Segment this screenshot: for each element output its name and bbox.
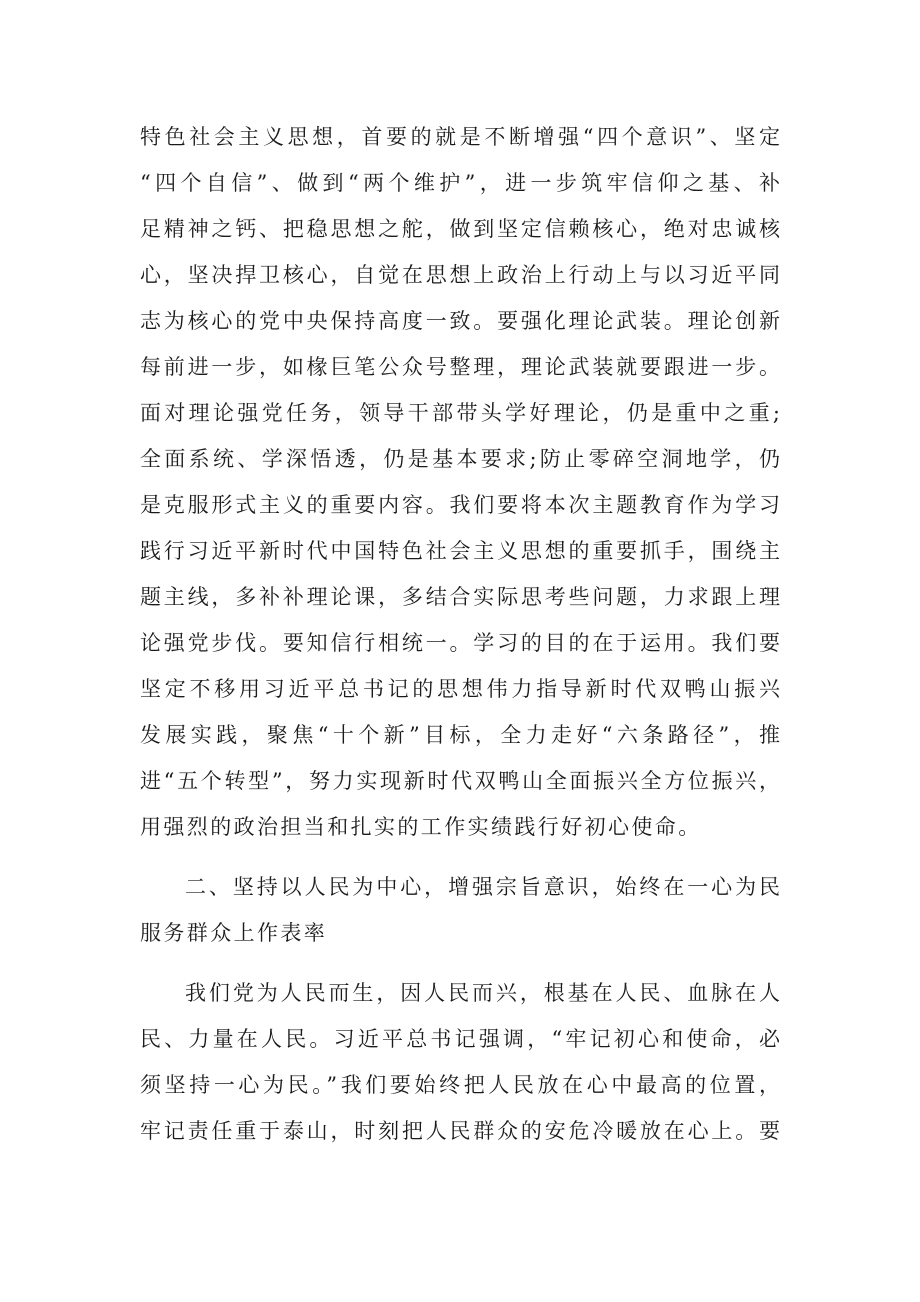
- paragraph-1-line: 践行习近平新时代中国特色社会主义思想的重要抓手，围绕主: [140, 539, 780, 563]
- paragraph-1-line: 题主线，多补补理论课，多结合实际思考些问题，力求跟上理: [140, 585, 780, 609]
- paragraph-1-line: 用强烈的政治担当和扎实的工作实绩践行好初心使命。: [140, 815, 702, 839]
- paragraph-1-line: 坚定不移用习近平总书记的思想伟力指导新时代双鸭山振兴: [140, 677, 780, 701]
- paragraph-1-line: 足精神之钙、把稳思想之舵，做到坚定信赖核心，绝对忠诚核: [140, 217, 780, 241]
- paragraph-2-line: 须坚持一心为民。”我们要始终把人民放在心中最高的位置，: [140, 1073, 780, 1097]
- paragraph-2-line: 民、力量在人民。习近平总书记强调，“牢记初心和使命，必: [140, 1027, 780, 1051]
- paragraph-2-line: 我们党为人民而生，因人民而兴，根基在人民、血脉在人: [185, 981, 780, 1005]
- paragraph-1-line: 特色社会主义思想，首要的就是不断增强“四个意识”、坚定: [140, 125, 780, 149]
- section-heading-line: 二、坚持以人民为中心，增强宗旨意识，始终在一心为民: [185, 875, 780, 899]
- paragraph-1-line: 每前进一步，如椽巨笔公众号整理，理论武装就要跟进一步。: [140, 355, 780, 379]
- paragraph-1-line: 论强党步伐。要知信行相统一。学习的目的在于运用。我们要: [140, 631, 780, 655]
- paragraph-2-line: 牢记责任重于泰山，时刻把人民群众的安危冷暖放在心上。要: [140, 1119, 780, 1143]
- paragraph-1-line: 是克服形式主义的重要内容。我们要将本次主题教育作为学习: [140, 493, 780, 517]
- paragraph-1-line: 心，坚决捍卫核心，自觉在思想上政治上行动上与以习近平同: [140, 263, 780, 287]
- paragraph-1-line: 发展实践，聚焦“十个新”目标，全力走好“六条路径”，推: [140, 723, 780, 747]
- paragraph-1-line: 面对理论强党任务，领导干部带头学好理论，仍是重中之重;: [140, 401, 780, 425]
- paragraph-1-line: 志为核心的党中央保持高度一致。要强化理论武装。理论创新: [140, 309, 780, 333]
- paragraph-1-line: 进“五个转型”，努力实现新时代双鸭山全面振兴全方位振兴，: [140, 769, 780, 793]
- paragraph-1-line: “四个自信”、做到“两个维护”，进一步筑牢信仰之基、补: [140, 171, 780, 195]
- section-heading-line: 服务群众上作表率: [140, 921, 328, 945]
- paragraph-1-line: 全面系统、学深悟透，仍是基本要求;防止零碎空洞地学，仍: [140, 447, 780, 471]
